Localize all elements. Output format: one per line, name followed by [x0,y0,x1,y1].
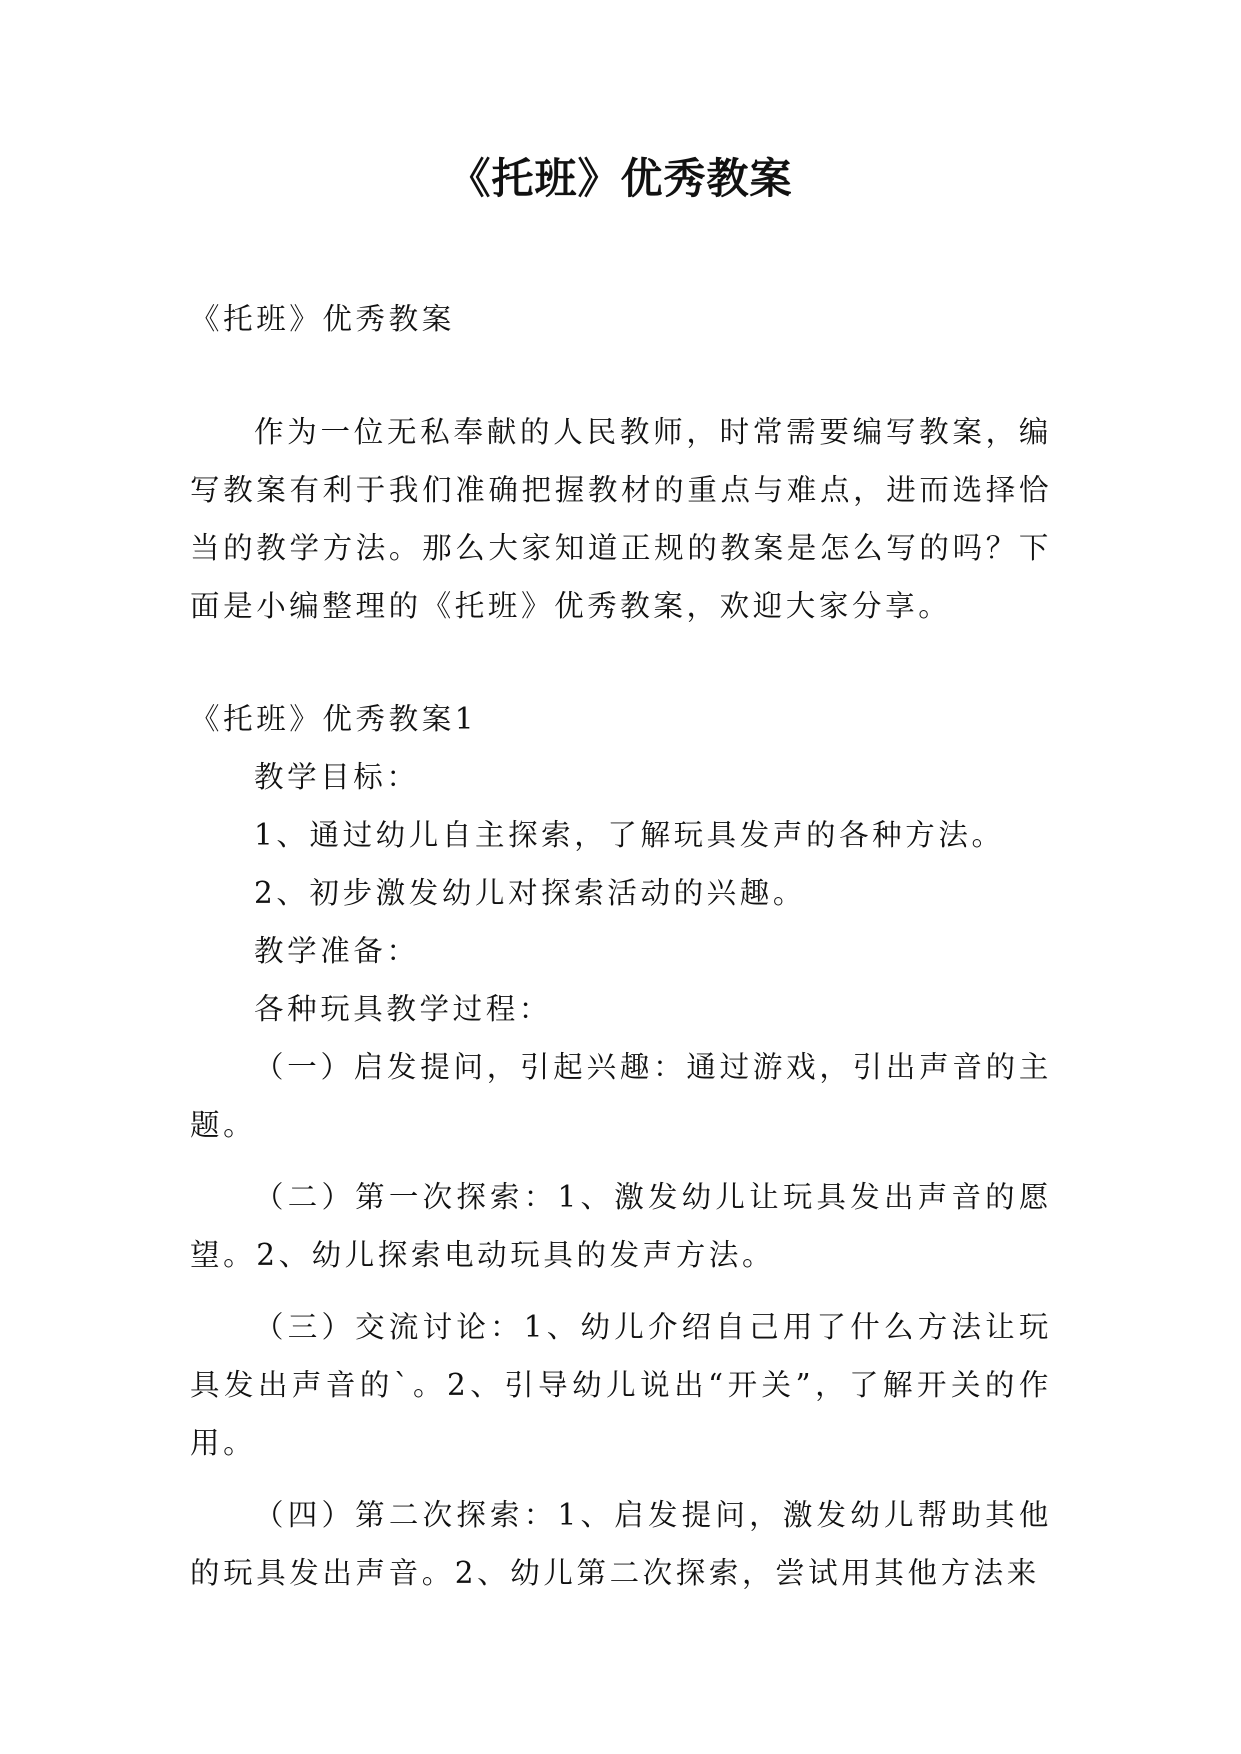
process-step: （三）交流讨论：1、幼儿介绍自己用了什么方法让玩具发出声音的`。2、引导幼儿说出“开关”，了解开关的作用。 [190,1310,1052,1460]
document-title: 《托班》优秀教案 [448,154,793,203]
process-step: （四）第二次探索：1、启发提问，激发幼儿帮助其他的玩具发出声音。2、幼儿第二次探索，尝试用其他方法来 [190,1498,1052,1590]
section-heading: 《托班》优秀教案1 [190,702,478,736]
document-subtitle: 《托班》优秀教案 [190,302,455,336]
process-step: （二）第一次探索：1、激发幼儿让玩具发出声音的愿望。2、幼儿探索电动玩具的发声方法。 [190,1180,1052,1272]
goal-item: 1、通过幼儿自主探索，了解玩具发声的各种方法。 [254,818,1005,852]
goals-label: 教学目标： [254,760,420,794]
prep-label: 教学准备： [254,934,420,968]
goal-item: 2、初步激发幼儿对探索活动的兴趣。 [254,876,806,910]
process-step: （一）启发提问，引起兴趣：通过游戏，引出声音的主题。 [190,1050,1052,1142]
prep-and-process-label: 各种玩具教学过程： [254,992,552,1026]
document-body [190,290,1052,1602]
intro-paragraph: 作为一位无私奉献的人民教师，时常需要编写教案，编写教案有利于我们准确把握教材的重点与难点，进而选择恰当的教学方法。那么大家知道正规的教案是怎么写的吗？下面是小编整理的《托班》优秀教案，欢迎大家分享。 [190,415,1052,623]
